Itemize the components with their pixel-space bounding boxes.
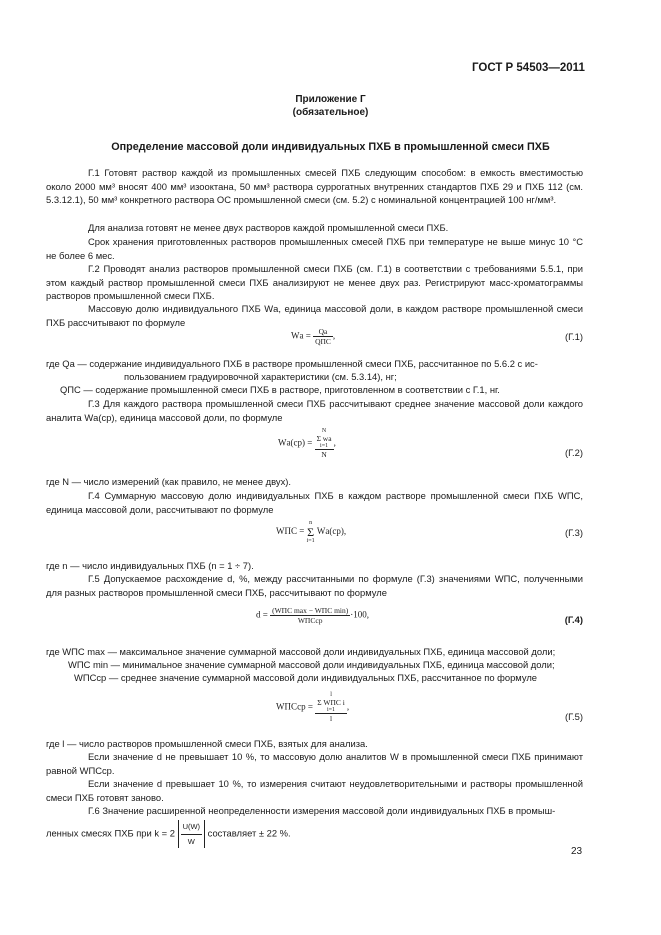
eq2-sum-top: N — [321, 428, 327, 434]
paragraph-g1: Г.1 Готовят раствор каждой из промышленных смесей ПХБ следующим способом: в емкость вместимостью около 2000 мм³ вносят 400 мм³ изооктана, 50 мм³ раствора суррогатных внутренних стандартов ПХБ 29 и ПХБ 112 (см. 5.3.12.1), 50 мм³ конкретного раствора ОС промышленной смеси (см. 5.2) с номинальной концентрацией 100 нг/мм³. — [46, 167, 583, 206]
eq2-fraction — [315, 428, 334, 459]
eq2-lhs: Wа(ср) = — [278, 437, 313, 448]
g6-bracket-fraction — [178, 820, 206, 848]
equation-label-g4: (Г.4) — [564, 614, 583, 625]
paragraph-g6-line2 — [46, 820, 291, 848]
eq5-fraction — [315, 692, 350, 723]
paragraph-g3: Г.3 Для каждого раствора промышленной смеси ПХБ рассчитывают среднее значение массовой доли каждого аналита Wа(ср), единица массовой доли, по формуле — [46, 398, 583, 423]
eq5-denominator: l — [329, 714, 333, 723]
where-wps-max: где WПС max — максимальное значение суммарной массовой доли индивидуальных ПХБ, единица массовой доли; — [46, 646, 556, 657]
where-qps: QПС — содержание промышленной смеси ПХБ в растворе, приготовленном в соответствии с Г.1, нг. — [60, 384, 500, 395]
equation-label-g5: (Г.5) — [565, 711, 583, 722]
eq2-numerator — [315, 428, 334, 450]
eq1-numerator: Qа — [313, 327, 333, 337]
eq3-sum: n Σ i=1 — [306, 520, 315, 544]
eq1-tail: , — [332, 330, 336, 341]
paragraph-two-solutions: Для анализа готовят не менее двух растворов каждой промышленной смеси ПХБ. — [88, 222, 449, 233]
paragraph-g2: Г.2 Проводят анализ растворов промышленной смеси ПХБ (см. Г.1) в соответствии с требованиями 5.5.1, при этом каждый раствор промышленной смеси ПХБ анализируют не менее двух раз. Регистрируют масс-хроматограммы растворов промышленной смеси ПХБ. — [46, 263, 583, 302]
where-qa: где Qа — содержание индивидуального ПХБ в растворе промышленной смеси ПХБ, рассчитанное по 5.6.2 с ис- — [46, 358, 538, 369]
eq2-tail: , — [333, 437, 336, 448]
where-qa-cont: пользованием градуировочной характеристики (см. 5.3.14), нг; — [124, 371, 397, 382]
eq3-sum-bottom: i=1 — [306, 538, 315, 544]
paragraph-d-ok: Если значение d не превышает 10 %, то массовую долю аналитов W в промышленной смеси ПХБ принимают равной WПСср. — [46, 751, 583, 776]
eq2-sum: Σ wа — [316, 434, 332, 443]
equation-g1 — [291, 327, 335, 346]
eq4-lhs: d = — [256, 609, 268, 620]
paragraph-g4: Г.4 Суммарную массовую долю индивидуальных ПХБ в каждом растворе промышленной смеси ПХБ WПС, единица массовой доли, рассчитывают по формуле — [46, 490, 583, 515]
eq2-denominator: N — [321, 450, 327, 459]
eq4-fraction — [270, 606, 350, 625]
paragraph-g5: Г.5 Допускаемое расхождение d, %, между рассчитанными по формуле (Г.3) значениями WПС, полученными для разных растворов промышленной смеси ПХБ, рассчитывают по формуле — [46, 573, 583, 598]
equation-label-g1: (Г.1) — [565, 331, 583, 342]
g6-suffix: составляет ± 22 %. — [207, 827, 291, 839]
eq5-sum: Σ WПС i — [317, 698, 345, 707]
section-title: Определение массовой доли индивидуальных ПХБ в промышленной смеси ПХБ — [111, 141, 550, 153]
eq1-fraction — [313, 327, 336, 346]
eq5-tail: , — [346, 701, 350, 712]
page-number: 23 — [571, 846, 583, 857]
eq3-lhs: WПС = — [276, 526, 305, 537]
eq5-sum-top: l — [330, 692, 332, 698]
g6-denominator: W — [187, 836, 195, 846]
where-wps-avg: WПСср — среднее значение суммарной массовой доли индивидуальных ПХБ, рассчитанное по формуле — [74, 672, 538, 683]
paragraph-g6: Г.6 Значение расширенной неопределенности измерения массовой доли индивидуальных ПХБ в промыш- — [88, 805, 556, 816]
eq5-sum-bottom: i=1 — [327, 707, 336, 713]
eq3-rhs: Wа(ср), — [316, 526, 347, 537]
where-n-measurements: где N — число измерений (как правило, не менее двух). — [46, 476, 292, 487]
eq4-denominator: WПСср — [297, 616, 323, 625]
where-wps-min: WПС min — минимальное значение суммарной массовой доли индивидуальных ПХБ, единица массовой доли; — [68, 659, 555, 670]
equation-g4 — [256, 606, 369, 625]
appendix-title: Приложение Г — [295, 94, 366, 105]
paragraph-d-fail: Если значение d превышает 10 %, то измерения считают неудовлетворительными и растворы промышленной смеси ПХБ готовят заново. — [46, 778, 583, 803]
eq1-lhs: Wа = — [291, 330, 311, 341]
eq2-sum-bottom: i=1 — [320, 443, 329, 449]
equation-g3 — [276, 520, 346, 544]
eq4-tail: ·100, — [350, 609, 369, 620]
eq5-lhs: WПСср = — [276, 701, 313, 712]
eq1-denominator: QПС — [315, 337, 331, 346]
eq4-numerator: (WПС max − WПС min) — [272, 606, 349, 615]
equation-label-g2: (Г.2) — [565, 447, 583, 458]
paragraph-storage: Срок хранения приготовленных растворов промышленных смесей ПХБ при температуре не выше минус 10 °С не более 6 мес. — [46, 236, 583, 261]
eq5-numerator — [315, 692, 350, 714]
equation-g5 — [276, 692, 349, 723]
standard-number: ГОСТ Р 54503—2011 — [472, 62, 585, 74]
g6-numerator: U(W) — [181, 820, 203, 835]
where-n-pcb: где n — число индивидуальных ПХБ (n = 1 ÷ 7). — [46, 560, 254, 571]
where-l-solutions: где l — число растворов промышленной смеси ПХБ, взятых для анализа. — [46, 738, 368, 749]
appendix-status: (обязательное) — [292, 107, 369, 118]
paragraph-mass-fraction: Массовую долю индивидуального ПХБ Wа, единица массовой доли, в каждом растворе промышленной смеси ПХБ рассчитывают по формуле — [46, 303, 583, 328]
g6-prefix: ленных смесях ПХБ при k = 2 — [46, 827, 175, 839]
equation-label-g3: (Г.3) — [565, 527, 583, 538]
equation-g2 — [278, 428, 336, 459]
eq3-sum-top: n — [309, 520, 313, 526]
